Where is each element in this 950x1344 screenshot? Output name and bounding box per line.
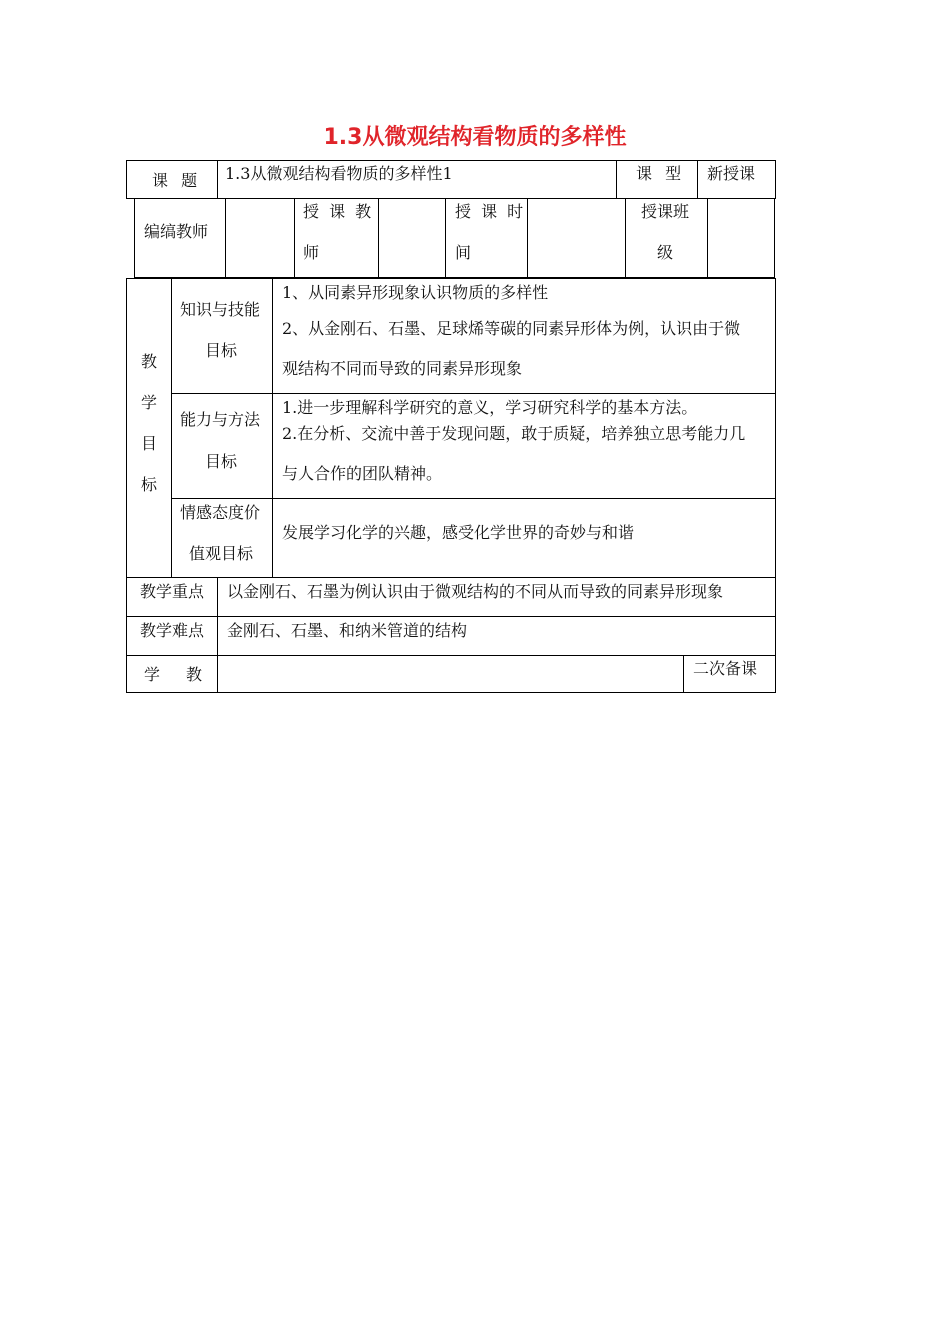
editor-label-cell bbox=[134, 198, 226, 278]
time-value-cell bbox=[527, 198, 626, 278]
goals-side-char-4: 标 bbox=[141, 475, 158, 494]
editor-value-cell bbox=[225, 198, 295, 278]
learn-teach-content-cell bbox=[217, 655, 684, 693]
knowledge-label-cell bbox=[171, 278, 273, 394]
topic-label-cell bbox=[126, 160, 218, 199]
key-point-value-cell bbox=[217, 577, 776, 617]
teacher-label-cell bbox=[294, 198, 379, 278]
class-label-line2: 级 bbox=[657, 243, 674, 262]
class-value-cell bbox=[707, 198, 775, 278]
goals-side-char-1: 教 bbox=[141, 352, 158, 371]
teacher-value-cell bbox=[378, 198, 446, 278]
class-label-cell bbox=[625, 198, 708, 278]
topic-label: 课 题 bbox=[152, 171, 198, 190]
knowledge-label-line1: 知识与技能 bbox=[180, 300, 261, 319]
knowledge-line-2: 2、从金刚石、石墨、足球烯等碳的同素异形体为例，认识由于微 bbox=[282, 319, 741, 338]
learn-label: 学 bbox=[144, 665, 161, 684]
goals-side-char-2: 学 bbox=[141, 393, 158, 412]
learn-teach-label-cell bbox=[126, 655, 218, 693]
goals-side-label-cell bbox=[126, 278, 172, 578]
lesson-type-value-cell bbox=[697, 160, 776, 199]
page-title: 1.3从微观结构看物质的多样性 bbox=[323, 125, 627, 150]
time-label-line1: 授 课 时 bbox=[455, 202, 524, 221]
key-point-label-cell bbox=[126, 577, 218, 617]
time-label-line2: 间 bbox=[455, 243, 472, 262]
difficulty-label: 教学难点 bbox=[140, 621, 205, 640]
teacher-label-line2: 师 bbox=[303, 243, 320, 262]
teacher-label-line1: 授 课 教 bbox=[303, 202, 372, 221]
lesson-type-value: 新授课 bbox=[707, 164, 756, 183]
knowledge-line-3: 观结构不同而导致的同素异形现象 bbox=[282, 359, 523, 378]
lesson-type-label: 课 型 bbox=[636, 164, 682, 183]
topic-value: 1.3从微观结构看物质的多样性1 bbox=[225, 164, 453, 183]
teach-label: 教 bbox=[186, 665, 203, 684]
key-point-value: 以金刚石、石墨为例认识由于微观结构的不同从而导致的同素异形现象 bbox=[227, 582, 724, 601]
emotion-line-1: 发展学习化学的兴趣，感受化学世界的奇妙与和谐 bbox=[282, 523, 635, 542]
ability-content-cell bbox=[272, 393, 776, 499]
emotion-label-line2: 值观目标 bbox=[189, 544, 254, 563]
ability-label-line1: 能力与方法 bbox=[180, 410, 261, 429]
emotion-label-line1: 情感态度价 bbox=[180, 503, 261, 522]
knowledge-label-line2: 目标 bbox=[205, 341, 238, 360]
emotion-label-cell bbox=[171, 498, 273, 578]
ability-label-line2: 目标 bbox=[205, 452, 238, 471]
ability-line-1: 1.进一步理解科学研究的意义，学习研究科学的基本方法。 bbox=[282, 398, 698, 417]
knowledge-line-1: 1、从同素异形现象认识物质的多样性 bbox=[282, 283, 549, 302]
time-label-cell bbox=[445, 198, 528, 278]
lesson-type-label-cell bbox=[616, 160, 698, 199]
class-label-line1: 授课班 bbox=[641, 202, 690, 221]
ability-line-3: 与人合作的团队精神。 bbox=[282, 464, 443, 483]
difficulty-value: 金刚石、石墨、和纳米管道的结构 bbox=[227, 621, 468, 640]
ability-label-cell bbox=[171, 393, 273, 499]
key-point-label: 教学重点 bbox=[140, 582, 205, 601]
second-prep-cell bbox=[683, 655, 776, 693]
second-prep-label: 二次备课 bbox=[693, 659, 758, 678]
ability-line-2: 2.在分析、交流中善于发现问题，敢于质疑，培养独立思考能力几 bbox=[282, 424, 746, 443]
difficulty-value-cell bbox=[217, 616, 776, 656]
knowledge-content-cell bbox=[272, 278, 776, 394]
goals-side-char-3: 目 bbox=[141, 434, 158, 453]
difficulty-label-cell bbox=[126, 616, 218, 656]
editor-label: 编缟教师 bbox=[144, 222, 209, 241]
emotion-content-cell bbox=[272, 498, 776, 578]
topic-value-cell bbox=[217, 160, 617, 199]
